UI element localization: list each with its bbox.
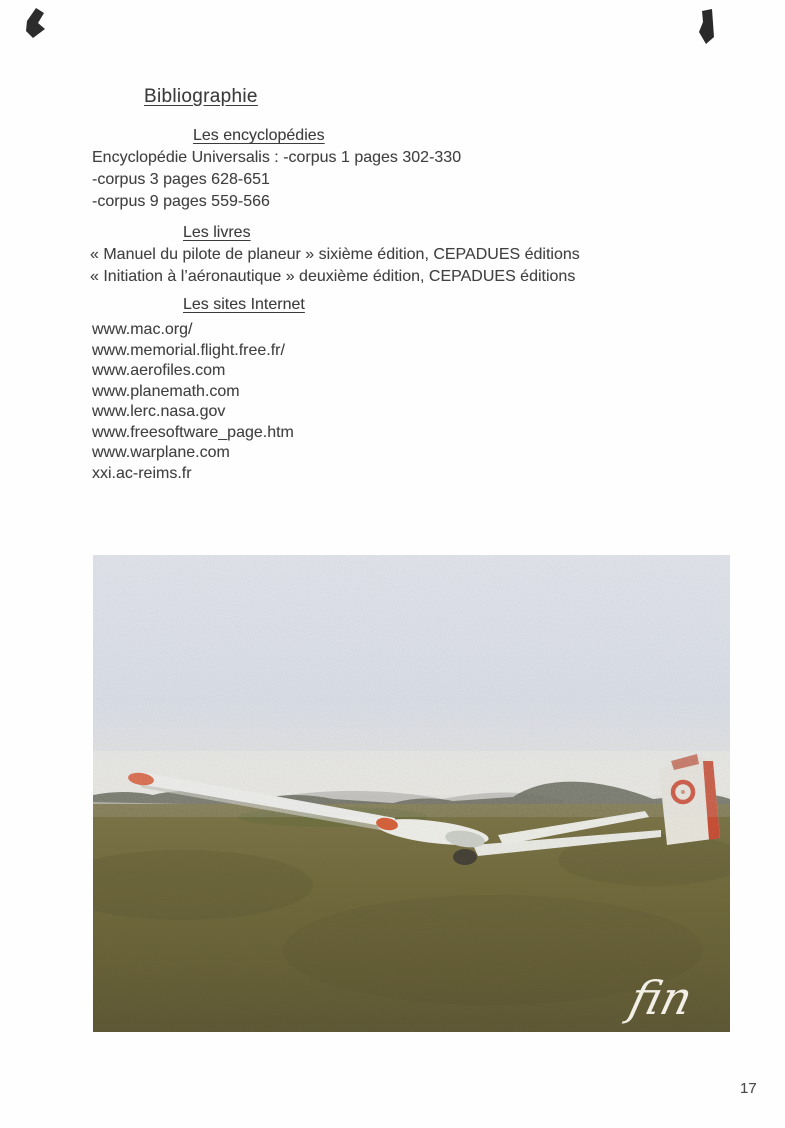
website-entry: www.warplane.com bbox=[92, 444, 230, 461]
section-heading-books: Les livres bbox=[183, 224, 251, 241]
glider-photo-canvas bbox=[93, 555, 730, 1032]
bibliography-entry: « Initiation à l’aéronautique » deuxième édition, CEPADUES éditions bbox=[90, 268, 576, 285]
photo-grain bbox=[93, 555, 730, 1032]
website-entry: www.freesoftware_page.htm bbox=[92, 423, 294, 441]
website-entry: www.memorial.flight.free.fr/ bbox=[92, 341, 285, 359]
encyclopedias-list bbox=[92, 147, 461, 213]
website-entry: www.lerc.nasa.gov bbox=[92, 403, 226, 420]
bibliography-entry: « Manuel du pilote de planeur » sixième édition, CEPADUES éditions bbox=[90, 246, 580, 263]
bibliography-entry: Encyclopédie Universalis : -corpus 1 pages 302-330 bbox=[92, 149, 462, 166]
page-number: 17 bbox=[740, 1080, 757, 1097]
website-entry: www.planemath.com bbox=[92, 382, 240, 400]
bibliography-entry: -corpus 3 pages 628-651 bbox=[92, 171, 270, 188]
website-entry: www.aerofiles.com bbox=[92, 362, 226, 379]
books-list bbox=[90, 244, 580, 288]
section-heading-websites: Les sites Internet bbox=[183, 296, 305, 313]
page-title: Bibliographie bbox=[144, 86, 258, 107]
fin-caption: fin bbox=[624, 972, 698, 1026]
scan-artifact-top-right bbox=[695, 8, 719, 48]
bibliography-entry: -corpus 9 pages 559-566 bbox=[92, 193, 270, 210]
website-entry: xxi.ac-reims.fr bbox=[92, 464, 192, 482]
scan-artifact-top-left bbox=[22, 4, 50, 42]
website-entry: www.mac.org/ bbox=[92, 321, 193, 338]
websites-list bbox=[92, 320, 294, 484]
section-heading-encyclopedias: Les encyclopédies bbox=[193, 127, 325, 144]
glider-photo bbox=[93, 555, 730, 1032]
